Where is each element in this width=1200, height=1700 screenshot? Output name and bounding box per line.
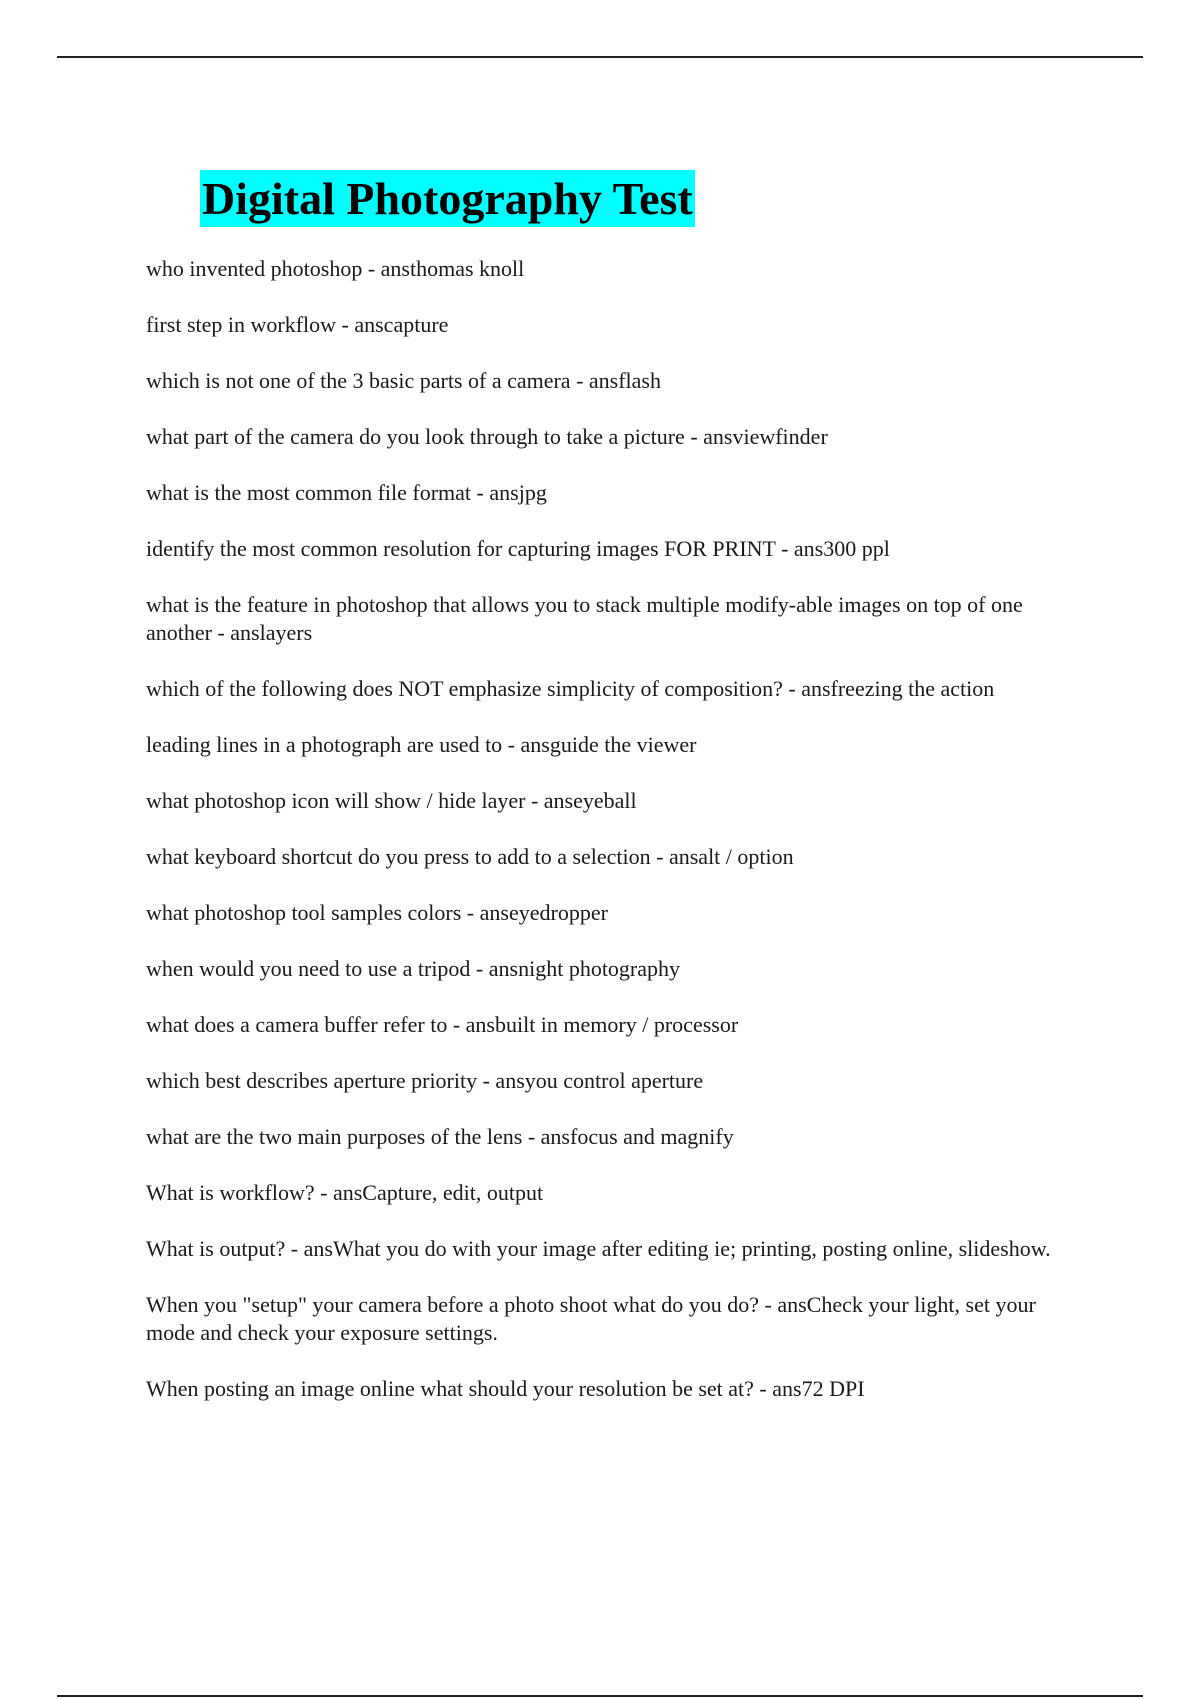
qa-item: When you "setup" your camera before a photo shoot what do you do? - ansCheck your light, set your mode and check your exposure settings.: [146, 1292, 1036, 1345]
qa-item: What is output? - ansWhat you do with your image after editing ie; printing, posting online, slideshow.: [146, 1236, 1051, 1261]
qa-item: what keyboard shortcut do you press to add to a selection - ansalt / option: [146, 844, 794, 869]
bottom-rule: [57, 1695, 1143, 1697]
qa-item: what photoshop tool samples colors - anseyedropper: [146, 900, 608, 925]
title-block: [200, 170, 695, 227]
qa-item: what is the most common file format - ansjpg: [146, 480, 547, 505]
qa-item: who invented photoshop - ansthomas knoll: [146, 256, 525, 281]
qa-item: what are the two main purposes of the lens - ansfocus and magnify: [146, 1124, 734, 1149]
qa-item: which of the following does NOT emphasize simplicity of composition? - ansfreezing the action: [146, 676, 995, 701]
qa-item: which best describes aperture priority - ansyou control aperture: [146, 1068, 704, 1093]
qa-list: [146, 255, 1056, 1431]
qa-item: identify the most common resolution for capturing images FOR PRINT - ans300 ppl: [146, 536, 890, 561]
qa-item: first step in workflow - anscapture: [146, 312, 449, 337]
qa-item: when would you need to use a tripod - ansnight photography: [146, 956, 681, 981]
qa-item: leading lines in a photograph are used to - ansguide the viewer: [146, 732, 697, 757]
document-title: Digital Photography Test: [200, 170, 695, 227]
qa-item: what is the feature in photoshop that allows you to stack multiple modify-able images on top of one another - anslayers: [146, 592, 1023, 645]
qa-item: what photoshop icon will show / hide layer - anseyeball: [146, 788, 637, 813]
qa-item: When posting an image online what should your resolution be set at? - ans72 DPI: [146, 1376, 865, 1401]
qa-item: which is not one of the 3 basic parts of a camera - ansflash: [146, 368, 661, 393]
qa-item: What is workflow? - ansCapture, edit, output: [146, 1180, 544, 1205]
qa-item: what does a camera buffer refer to - ansbuilt in memory / processor: [146, 1012, 739, 1037]
qa-item: what part of the camera do you look through to take a picture - ansviewfinder: [146, 424, 828, 449]
top-rule: [57, 56, 1143, 58]
